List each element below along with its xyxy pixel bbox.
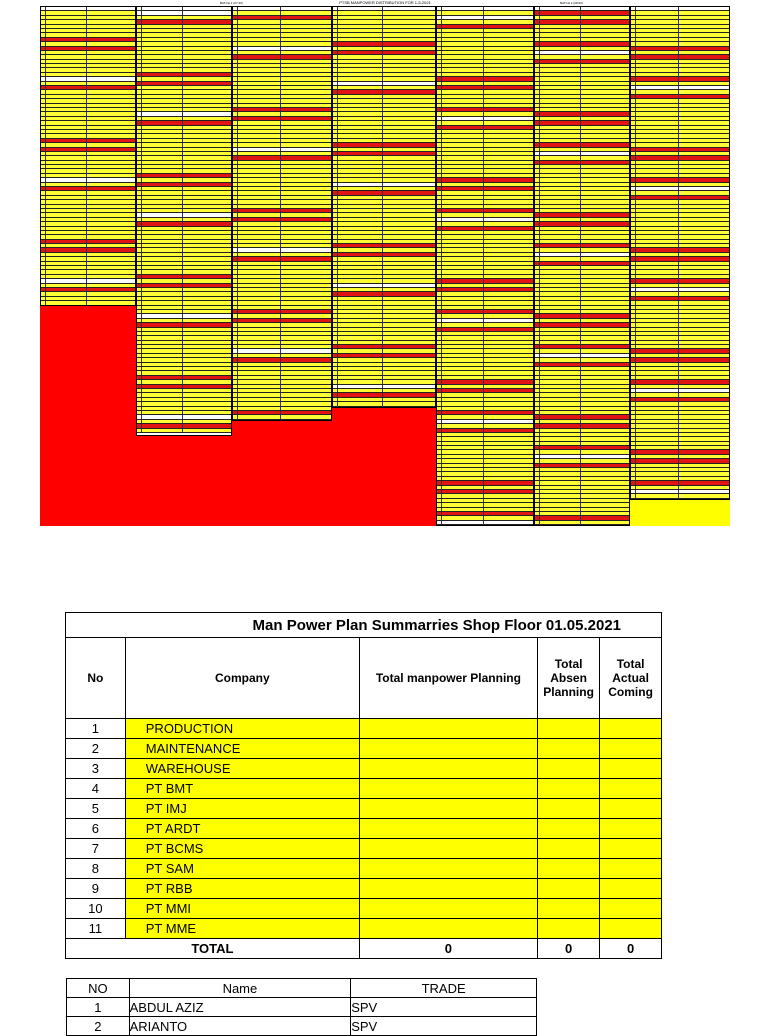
- sheet-column: [436, 6, 534, 526]
- row-company: PT IMJ: [125, 799, 359, 819]
- summary-row: [66, 779, 662, 799]
- row-absen: [537, 879, 599, 899]
- personnel-row: [67, 998, 537, 1017]
- personnel-row: [67, 1017, 537, 1036]
- row-actual: [600, 839, 662, 859]
- summary-row: [66, 879, 662, 899]
- summary-row: [66, 919, 662, 939]
- manpower-distribution-sheet: [40, 0, 730, 526]
- red-fill-area: [136, 435, 436, 526]
- summary-rows: [66, 719, 662, 939]
- person-no: 1: [67, 998, 130, 1017]
- row-no: 8: [66, 859, 126, 879]
- row-no: 10: [66, 899, 126, 919]
- total-actual: 0: [600, 939, 662, 959]
- row-planning: [359, 879, 537, 899]
- row-company: PT BCMS: [125, 839, 359, 859]
- row-absen: [537, 779, 599, 799]
- row-planning: [359, 839, 537, 859]
- row-company: PT SAM: [125, 859, 359, 879]
- row-planning: [359, 899, 537, 919]
- row-company: PT BMT: [125, 779, 359, 799]
- row-actual: [600, 859, 662, 879]
- row-absen: [537, 899, 599, 919]
- sheet-column: [136, 6, 232, 436]
- person-trade: SPV: [351, 998, 537, 1017]
- row-planning: [359, 719, 537, 739]
- row-actual: [600, 739, 662, 759]
- row-absen: [537, 799, 599, 819]
- row-planning: [359, 759, 537, 779]
- row-absen: [537, 759, 599, 779]
- summary-row: [66, 839, 662, 859]
- sheet-column: [40, 6, 136, 306]
- sheet-column: [332, 6, 436, 408]
- row-no: 3: [66, 759, 126, 779]
- sheet-row: [137, 429, 231, 433]
- batch-label: BATCH 1 (07:30): [220, 1, 243, 5]
- header-total-absen: Total Absen Planning: [537, 638, 599, 719]
- row-company: PT MME: [125, 919, 359, 939]
- names-header-trade: TRADE: [351, 979, 537, 998]
- total-planning: 0: [359, 939, 537, 959]
- row-planning: [359, 739, 537, 759]
- row-absen: [537, 739, 599, 759]
- row-no: 6: [66, 819, 126, 839]
- row-planning: [359, 799, 537, 819]
- person-no: 2: [67, 1017, 130, 1036]
- summary-row: [66, 819, 662, 839]
- header-total-actual: Total Actual Coming: [600, 638, 662, 719]
- sheet-row: [41, 301, 135, 305]
- sheet-row: [535, 521, 629, 525]
- summary-row: [66, 859, 662, 879]
- row-planning: [359, 819, 537, 839]
- row-no: 9: [66, 879, 126, 899]
- row-absen: [537, 819, 599, 839]
- row-actual: [600, 779, 662, 799]
- row-no: 7: [66, 839, 126, 859]
- summary-title: Man Power Plan Summarries Shop Floor 01.05.2021: [66, 613, 662, 638]
- summary-row: [66, 899, 662, 919]
- row-no: 4: [66, 779, 126, 799]
- total-absen: 0: [537, 939, 599, 959]
- sheet-row: [333, 402, 435, 406]
- summary-row: [66, 759, 662, 779]
- row-company: MAINTENANCE: [125, 739, 359, 759]
- names-header-no: NO: [67, 979, 130, 998]
- row-planning: [359, 779, 537, 799]
- names-header-name: Name: [129, 979, 351, 998]
- row-no: 5: [66, 799, 126, 819]
- header-no: No: [66, 638, 126, 719]
- total-label: TOTAL: [66, 939, 360, 959]
- row-planning: [359, 859, 537, 879]
- sheet-row: [437, 521, 533, 525]
- personnel-rows: [67, 998, 537, 1036]
- row-absen: [537, 719, 599, 739]
- person-name: ARIANTO: [129, 1017, 351, 1036]
- summary-row: [66, 739, 662, 759]
- row-actual: [600, 899, 662, 919]
- row-absen: [537, 919, 599, 939]
- row-actual: [600, 819, 662, 839]
- summary-row: [66, 799, 662, 819]
- batch-label: BATCH 2 (08:00): [560, 1, 583, 5]
- header-total-planning: Total manpower Planning: [359, 638, 537, 719]
- total-row: [66, 939, 662, 959]
- person-name: ABDUL AZIZ: [129, 998, 351, 1017]
- person-trade: SPV: [351, 1017, 537, 1036]
- sheet-column: [232, 6, 332, 421]
- row-actual: [600, 919, 662, 939]
- row-company: PT RBB: [125, 879, 359, 899]
- sheet-title: PTSB MANPOWER DISTRIBUTION FOR 1-5-2021: [339, 0, 431, 5]
- yellow-fill-area: [630, 500, 730, 526]
- row-no: 2: [66, 739, 126, 759]
- row-company: PRODUCTION: [125, 719, 359, 739]
- row-actual: [600, 879, 662, 899]
- sheet-row: [233, 415, 331, 419]
- row-no: 1: [66, 719, 126, 739]
- row-actual: [600, 799, 662, 819]
- row-actual: [600, 719, 662, 739]
- row-planning: [359, 919, 537, 939]
- row-actual: [600, 759, 662, 779]
- header-company: Company: [125, 638, 359, 719]
- sheet-row: [631, 494, 729, 498]
- sheet-column: [534, 6, 630, 526]
- row-company: WAREHOUSE: [125, 759, 359, 779]
- summary-row: [66, 719, 662, 739]
- row-absen: [537, 859, 599, 879]
- row-no: 11: [66, 919, 126, 939]
- sheet-column: [630, 6, 730, 500]
- manpower-summary-table: [65, 612, 662, 959]
- row-company: PT MMI: [125, 899, 359, 919]
- row-company: PT ARDT: [125, 819, 359, 839]
- personnel-table: [66, 978, 537, 1036]
- row-absen: [537, 839, 599, 859]
- red-fill-area: [40, 305, 136, 526]
